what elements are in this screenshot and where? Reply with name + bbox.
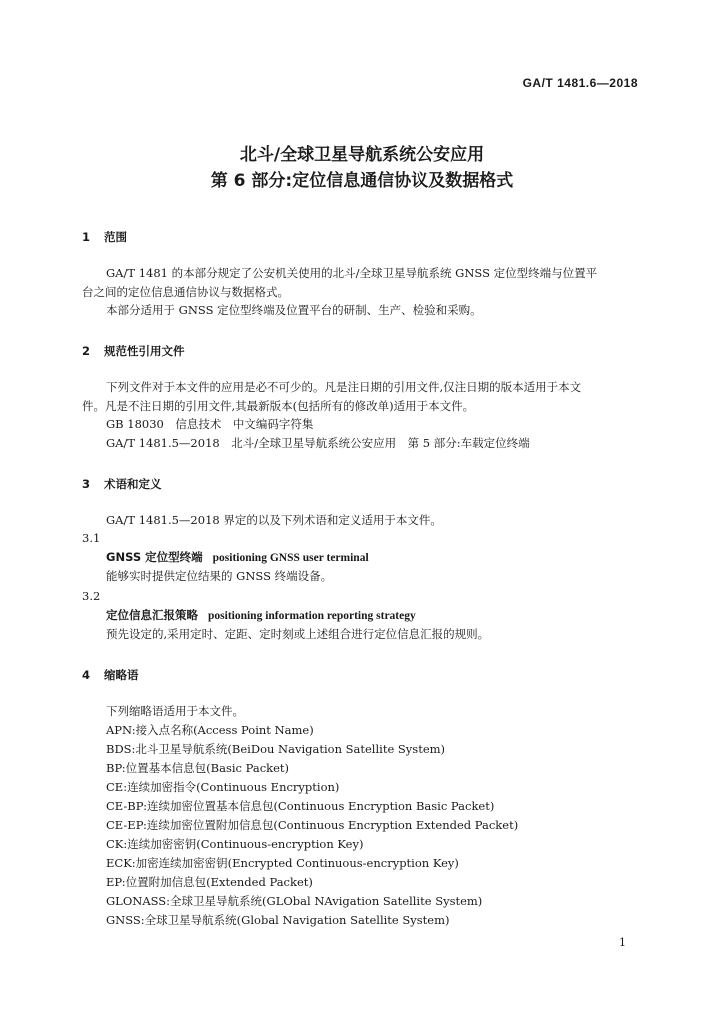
- section-title: 范围: [104, 230, 127, 244]
- term-definition: 预先设定的,采用定时、定距、定时刻或上述组合进行定位信息汇报的规则。: [106, 627, 490, 641]
- term-number: 3.1: [82, 531, 101, 545]
- abbreviation-item: EP:位置附加信息包(Extended Packet): [106, 875, 313, 889]
- term-heading: [106, 549, 369, 565]
- term-heading: [106, 607, 416, 623]
- term-zh: GNSS 定位型终端: [106, 550, 203, 564]
- abbreviation-item: GLONASS:全球卫星导航系统(GLObal NAvigation Satellite System): [106, 894, 483, 908]
- section-title: 规范性引用文件: [104, 344, 185, 358]
- page-number: 1: [619, 936, 626, 949]
- section-2-heading: [82, 343, 185, 359]
- section-1-para1-line2: 台之间的定位信息通信协议与数据格式。: [82, 285, 289, 299]
- section-1-heading: [82, 229, 127, 245]
- section-title: 术语和定义: [104, 477, 162, 491]
- abbreviation-item: ECK:加密连续加密密钥(Encrypted Continuous-encryption Key): [106, 856, 459, 870]
- section-1-para2: 本部分适用于 GNSS 定位型终端及位置平台的研制、生产、检验和采购。: [106, 303, 482, 317]
- section-title: 缩略语: [104, 668, 139, 682]
- abbreviation-item: CE-BP:连续加密位置基本信息包(Continuous Encryption Basic Packet): [106, 799, 495, 813]
- standard-code: GA/T 1481.6—2018: [522, 76, 638, 90]
- term-en: positioning GNSS user terminal: [212, 552, 369, 564]
- abbreviation-item: BDS:北斗卫星导航系统(BeiDou Navigation Satellite System): [106, 742, 446, 756]
- section-1-para1-line1: GA/T 1481 的本部分规定了公安机关使用的北斗/全球卫星导航系统 GNSS 定位型终端与位置平: [106, 266, 598, 280]
- document-title-line1: 北斗/全球卫星导航系统公安应用: [239, 145, 485, 165]
- section-number: 2: [82, 344, 91, 358]
- abbreviation-item: CK:连续加密密钥(Continuous-encryption Key): [106, 837, 364, 851]
- section-number: 4: [82, 668, 91, 682]
- normative-reference: GA/T 1481.5—2018 北斗/全球卫星导航系统公安应用 第 5 部分:车载定位终端: [106, 436, 530, 450]
- abbreviation-item: CE-EP:连续加密位置附加信息包(Continuous Encryption Extended Packet): [106, 818, 519, 832]
- term-definition: 能够实时提供定位结果的 GNSS 终端设备。: [106, 569, 333, 583]
- abbreviation-item: CE:连续加密指令(Continuous Encryption): [106, 780, 340, 794]
- abbreviation-item: GNSS:全球卫星导航系统(Global Navigation Satellite System): [106, 913, 450, 927]
- section-3-intro: GA/T 1481.5—2018 界定的以及下列术语和定义适用于本文件。: [106, 513, 442, 527]
- abbreviation-item: APN:接入点名称(Access Point Name): [106, 723, 314, 737]
- section-2-para1-line1: 下列文件对于本文件的应用是必不可少的。凡是注日期的引用文件,仅注日期的版本适用于本文: [106, 380, 582, 394]
- section-4-intro: 下列缩略语适用于本文件。: [106, 704, 244, 718]
- section-number: 1: [82, 230, 91, 244]
- section-2-para1-line2: 件。凡是不注日期的引用文件,其最新版本(包括所有的修改单)适用于本文件。: [82, 399, 475, 413]
- section-4-heading: [82, 667, 139, 683]
- section-3-heading: [82, 476, 162, 492]
- section-number: 3: [82, 477, 91, 491]
- abbreviation-item: BP:位置基本信息包(Basic Packet): [106, 761, 290, 775]
- normative-reference: GB 18030 信息技术 中文编码字符集: [106, 417, 314, 431]
- term-number: 3.2: [82, 589, 101, 603]
- document-title-line2: 第 6 部分:定位信息通信协议及数据格式: [210, 171, 514, 191]
- term-zh: 定位信息汇报策略: [106, 608, 198, 622]
- term-en: positioning information reporting strategy: [208, 610, 416, 622]
